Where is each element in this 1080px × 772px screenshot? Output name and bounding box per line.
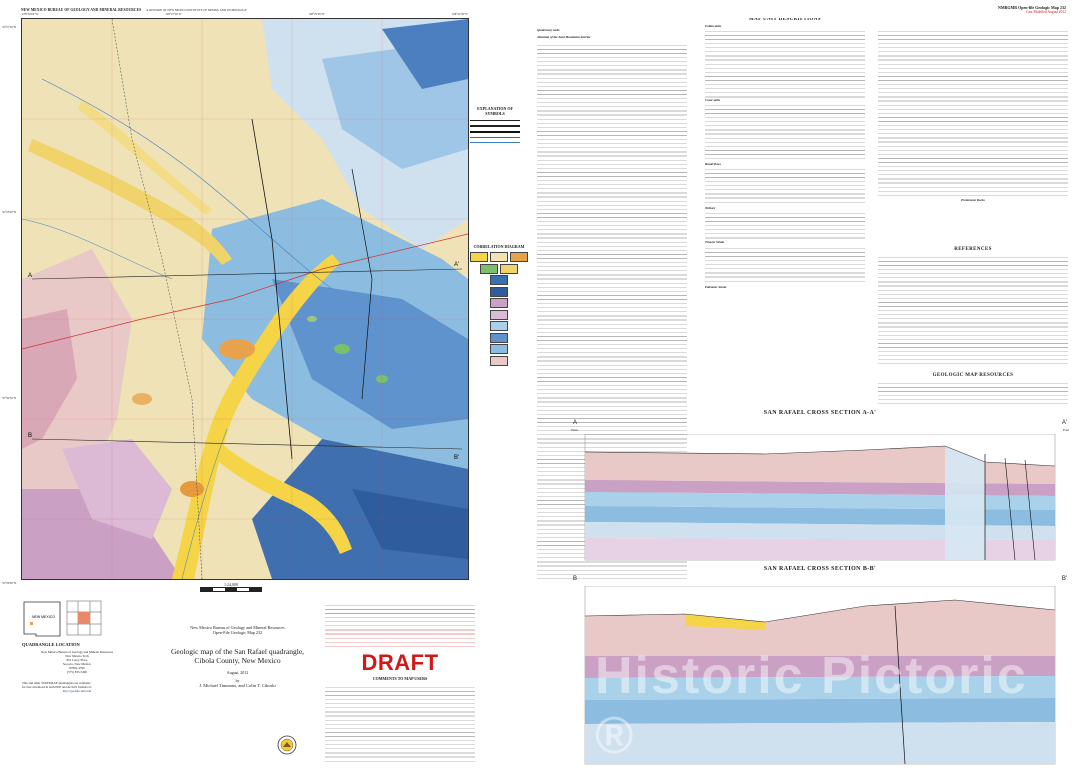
cover-heading: Cover units bbox=[705, 98, 721, 103]
legend-qbo bbox=[490, 287, 508, 297]
section-aa-a: A bbox=[573, 420, 578, 426]
descriptions-text-block-6 bbox=[705, 245, 865, 285]
address-line: New Mexico Bureau of Geology and Mineral Resources bbox=[41, 650, 113, 654]
resources-title: GEOLOGIC MAP RESOURCES bbox=[932, 373, 1014, 379]
legend-trm bbox=[490, 310, 508, 320]
correlation-block bbox=[470, 244, 528, 366]
paleozoic-heading: Paleozoic Strata bbox=[705, 284, 727, 289]
state-label: NEW MEXICO bbox=[32, 615, 55, 619]
lon-tick: 108°27'30"W bbox=[165, 12, 182, 16]
contact-symbol bbox=[470, 120, 520, 121]
legend-qal bbox=[470, 252, 488, 262]
descriptions-text-block-4 bbox=[705, 166, 865, 206]
bb-start-label: B bbox=[28, 433, 33, 439]
bb-end-label: B' bbox=[454, 455, 460, 461]
legend-pg bbox=[490, 333, 508, 343]
draft-block bbox=[325, 650, 475, 764]
aa-end-label: A' bbox=[454, 262, 460, 268]
lon-tick: 108°25'00"W bbox=[308, 12, 325, 16]
correlation-boxes bbox=[470, 252, 528, 366]
agency-subname: A DIVISION OF NEW MEXICO INSTITUTE OF MINING AND TECHNOLOGY bbox=[146, 9, 247, 12]
geologic-map-svg bbox=[22, 19, 468, 579]
road-symbol bbox=[470, 137, 520, 138]
geologic-map[interactable] bbox=[21, 18, 469, 580]
quaternary-heading: Quaternary units bbox=[537, 28, 560, 32]
fault-symbol bbox=[470, 131, 520, 133]
descriptions-text-block-7 bbox=[878, 28, 1068, 198]
legend-qa bbox=[490, 252, 508, 262]
map-title: Geologic map of the San Rafael quadrangle, bbox=[170, 647, 305, 656]
legend-qe bbox=[480, 264, 498, 274]
alluvium-heading: Alluvium of the Zuni Mountains interior bbox=[537, 35, 591, 40]
section-aa-east: East bbox=[1062, 428, 1069, 432]
descriptions-text-block-2 bbox=[705, 28, 865, 98]
unit-cover-2 bbox=[180, 481, 204, 497]
aa-start-label: A bbox=[28, 273, 33, 279]
draft-label: DRAFT bbox=[361, 650, 439, 675]
address-line: (575) 835-5490 bbox=[67, 670, 87, 675]
quad-index-grid bbox=[66, 600, 102, 636]
descriptions-col-2 bbox=[705, 18, 865, 300]
scale-block bbox=[200, 582, 262, 592]
section-aa-aprime: A' bbox=[1061, 420, 1067, 426]
lat-tick: 35°02'30"N bbox=[2, 395, 17, 400]
lon-tick: 108°22'30"W bbox=[451, 12, 468, 16]
address-line: 87801-4796 bbox=[69, 666, 85, 671]
explanation-block bbox=[470, 106, 520, 147]
watermark: Historic Pictoric ® bbox=[595, 647, 1028, 765]
descriptions-text-block-3 bbox=[705, 102, 865, 162]
title-block bbox=[150, 625, 325, 688]
authors: J. Michael Timmons, and Colin T. Cikoski bbox=[199, 683, 276, 688]
web-note-2: for free download in both PDF and ArcGIS formats at: bbox=[22, 684, 92, 689]
address-line: 801 Leroy Place bbox=[66, 658, 88, 663]
legend-qb bbox=[490, 275, 508, 285]
references-block bbox=[878, 248, 1068, 404]
approx-contact-symbol bbox=[470, 125, 520, 127]
bureau-logo bbox=[277, 735, 297, 760]
lat-tick: 35°07'30"N bbox=[2, 25, 17, 29]
nm-outline-map bbox=[22, 600, 62, 640]
map-date: August, 2012 bbox=[226, 670, 249, 675]
descriptions-col-3 bbox=[878, 28, 1068, 228]
legend-qc bbox=[510, 252, 528, 262]
last-modified: Last Modified August 2012 bbox=[1026, 10, 1066, 14]
lat-tick: 35°05'00"N bbox=[2, 210, 17, 215]
quadrangle-location bbox=[22, 600, 132, 693]
web-note-1: This and other STATEMAP quadrangles are available bbox=[22, 680, 91, 685]
bureau-seal-icon bbox=[277, 735, 297, 755]
cross-section-aa[interactable] bbox=[565, 410, 1075, 560]
section-aa-svg bbox=[565, 434, 1075, 564]
tertiary-heading: Tertiary bbox=[705, 206, 716, 211]
proterozoic-heading: Proterozoic Rocks bbox=[961, 198, 985, 202]
section-bb-b: B bbox=[573, 576, 578, 582]
unit-cover-1 bbox=[219, 339, 255, 359]
map-id: NMBGMR Open-file Geologic Map 232 bbox=[998, 5, 1066, 10]
resources-list bbox=[878, 380, 1068, 404]
scale-bar bbox=[200, 587, 262, 592]
descriptions-title: MAP UNIT DESCRIPTIONS bbox=[749, 18, 821, 22]
unit-cover-3 bbox=[132, 393, 152, 405]
legend-py bbox=[490, 344, 508, 354]
comments-heading: COMMENTS TO MAP USERS bbox=[372, 676, 428, 681]
references-list bbox=[878, 254, 1068, 364]
lon-tick: 108°30'00"W bbox=[22, 12, 39, 16]
address-line: New Mexico Tech bbox=[65, 654, 89, 659]
triassic-heading: Triassic Strata bbox=[705, 240, 725, 245]
map-id-block bbox=[998, 5, 1066, 14]
explanation-title: EXPLANATION OF SYMBOLS bbox=[477, 106, 513, 116]
descriptions-text-block-5 bbox=[705, 210, 865, 240]
scale-text: 1:24,000 bbox=[223, 582, 239, 587]
section-aa-title: SAN RAFAEL CROSS SECTION A-A' bbox=[763, 410, 877, 416]
map-subtitle: Cibola County, New Mexico bbox=[194, 656, 281, 665]
correlation-title: CORRELATION DIAGRAM bbox=[473, 244, 525, 249]
legend-qpa bbox=[500, 264, 518, 274]
lon-ticks-top bbox=[22, 12, 468, 16]
legend-trc bbox=[490, 298, 508, 308]
references-title: REFERENCES bbox=[954, 247, 992, 252]
address-line: Socorro, New Mexico bbox=[62, 662, 92, 667]
download-link[interactable]: http://geoinfo.nmt.edu bbox=[62, 688, 92, 693]
drainage-symbol bbox=[470, 142, 520, 143]
by-label: by bbox=[235, 679, 240, 683]
eolian-heading: Eolian units bbox=[705, 24, 722, 29]
lat-ticks-left bbox=[2, 25, 16, 585]
quadrangle-title: QUADRANGLE LOCATION bbox=[22, 642, 80, 647]
legend-psa bbox=[490, 321, 508, 331]
section-bb-title: SAN RAFAEL CROSS SECTION B-B' bbox=[763, 566, 877, 572]
legend-pa bbox=[490, 356, 508, 366]
basalt-heading: Basalt flows bbox=[705, 162, 722, 167]
disclaimer-red bbox=[325, 602, 475, 647]
section-aa-west: West bbox=[571, 428, 578, 432]
comments-text bbox=[325, 684, 475, 764]
lat-tick: 35°00'00"N bbox=[2, 580, 17, 585]
section-bb-bprime: B' bbox=[1061, 576, 1067, 582]
cross-section-bb[interactable] bbox=[565, 566, 1075, 766]
agency-name: NEW MEXICO BUREAU OF GEOLOGY AND MINERAL RESOURCES bbox=[21, 8, 142, 12]
series: Open-File Geologic Map 232 bbox=[212, 630, 263, 635]
publisher: New Mexico Bureau of Geology and Mineral Resources bbox=[190, 625, 285, 630]
unit-eolian-1 bbox=[334, 344, 350, 354]
